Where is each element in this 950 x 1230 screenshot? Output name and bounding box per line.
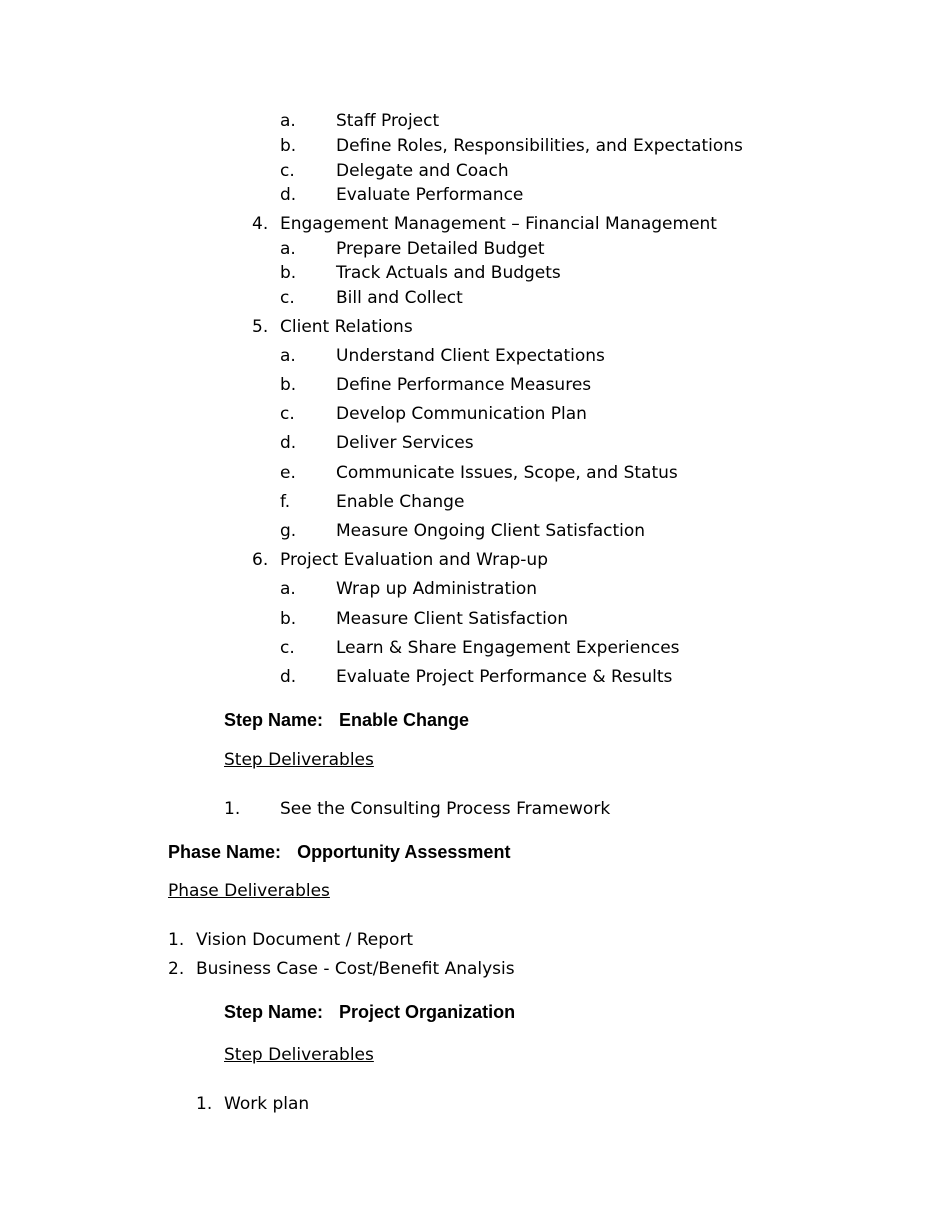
list-item: Define Performance Measures [336,375,592,395]
list-item: Track Actuals and Budgets [336,263,561,283]
section-title: Engagement Management – Financial Management [280,214,717,234]
phase-deliverables-heading: Phase Deliverables [168,881,330,901]
step-heading [224,1002,515,1022]
section-number: 4. [252,214,269,234]
list-marker: f. [280,492,291,512]
list-item: Learn & Share Engagement Experiences [336,638,680,658]
list-marker: b. [280,375,297,395]
list-marker: a. [280,111,296,131]
list-marker: a. [280,346,296,366]
step-name: Enable Change [339,710,470,730]
list-marker: g. [280,521,297,541]
list-marker: c. [280,288,295,308]
step-label: Step Name: [224,710,324,730]
section-title: Client Relations [280,317,413,337]
list-item: Prepare Detailed Budget [336,239,545,259]
list-marker: d. [280,667,297,687]
list-marker: c. [280,638,295,658]
deliverable-number: 2. [168,959,185,979]
step-deliverables-heading: Step Deliverables [224,1045,374,1065]
deliverable-item: Vision Document / Report [196,930,414,950]
list-marker: b. [280,136,297,156]
list-item: Measure Client Satisfaction [336,609,569,629]
list-marker: c. [280,404,295,424]
step-deliverables-heading: Step Deliverables [224,750,374,770]
step-name: Project Organization [339,1002,516,1022]
list-item: Enable Change [336,492,465,512]
list-item: Bill and Collect [336,288,463,308]
list-marker: d. [280,433,297,453]
list-item: Measure Ongoing Client Satisfaction [336,521,646,541]
list-item: Define Roles, Responsibilities, and Expectations [336,136,743,156]
deliverable-item: Work plan [224,1094,310,1114]
list-item: Delegate and Coach [336,161,509,181]
list-item: Deliver Services [336,433,474,453]
phase-name: Opportunity Assessment [297,842,511,862]
deliverable-number: 1. [196,1094,213,1114]
list-marker: a. [280,579,296,599]
deliverable-number: 1. [168,930,185,950]
phase-label: Phase Name: [168,842,282,862]
list-item: Staff Project [336,111,440,131]
list-item: Understand Client Expectations [336,346,605,366]
deliverable-item: See the Consulting Process Framework [280,799,611,819]
list-marker: d. [280,185,297,205]
list-item: Evaluate Performance [336,185,524,205]
step-label: Step Name: [224,1002,324,1022]
list-marker: b. [280,609,297,629]
list-marker: c. [280,161,295,181]
section-title: Project Evaluation and Wrap-up [280,550,548,570]
list-marker: e. [280,463,296,483]
list-item: Develop Communication Plan [336,404,587,424]
phase-heading [168,842,510,862]
list-marker: b. [280,263,297,283]
section-number: 5. [252,317,269,337]
deliverable-item: Business Case - Cost/Benefit Analysis [196,959,515,979]
list-item: Wrap up Administration [336,579,538,599]
list-item: Communicate Issues, Scope, and Status [336,463,678,483]
step-heading [224,710,469,730]
list-item: Evaluate Project Performance & Results [336,667,673,687]
list-marker: a. [280,239,296,259]
deliverable-number: 1. [224,799,241,819]
section-number: 6. [252,550,269,570]
